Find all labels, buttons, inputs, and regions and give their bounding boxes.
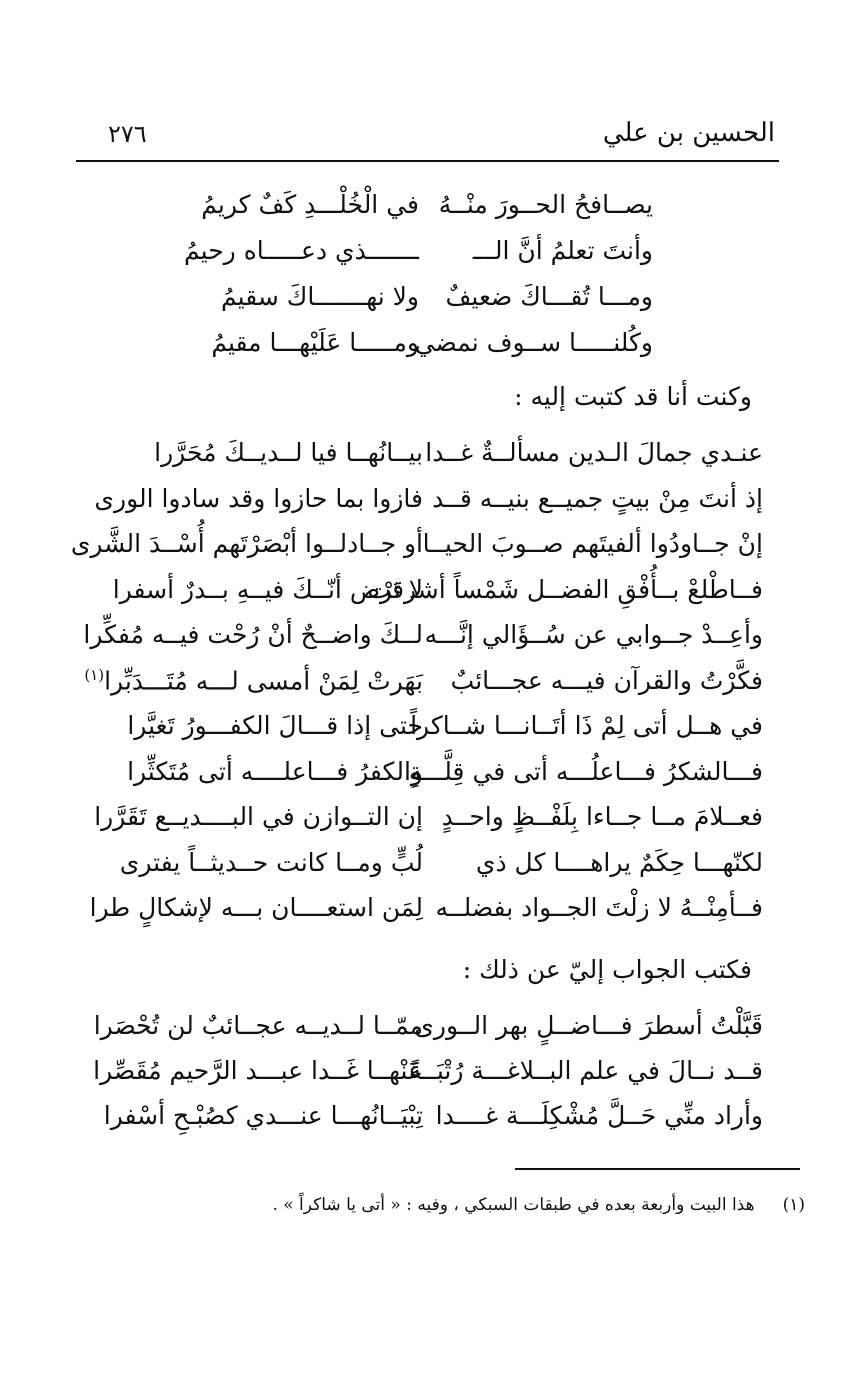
verse-first-hemistich: وأراد منِّي حَــلَّ مُشْكِلَـــة غــــدا — [435, 1101, 763, 1130]
hemistich-text: عَنْهــا غَــدا عبـــد الرَّحيم مُقَصِّرا — [93, 1056, 423, 1085]
verse-second-hemistich — [93, 574, 423, 604]
footnote-rule — [515, 1168, 800, 1170]
verse-second-hemistich — [179, 192, 419, 217]
hemistich-text: والكفرُ فـــاعلــــه أتى مُتَكثِّرا — [127, 756, 423, 786]
verse-second-hemistich — [93, 713, 423, 738]
verse-first-hemistich: فعــلامَ مــا جــاءا بِلَفْــظٍ واحــدٍ — [441, 802, 763, 831]
verse-first-hemistich: قــد نــالَ في علم البــلاغـــة رُتْبَــةً — [408, 1056, 763, 1085]
hemistich-text: ومـــــا عَلَيْهـــا مقيمُ — [211, 328, 419, 357]
hemistich-text: لِمَن استعــــان بـــه لإشكالٍ طرا — [89, 893, 423, 922]
header-rule — [76, 160, 779, 162]
footnote-number: (١) — [782, 1195, 805, 1215]
hemistich-text: ممّــا لــديــه عجــائبٌ لن تُحْصَرا — [93, 1011, 423, 1040]
hemistich-text: في الْخُلْـــدِ كَفٌ كريمُ — [201, 190, 419, 219]
verse-second-hemistich — [93, 483, 423, 513]
verse-first-hemistich: فـــالشكرُ فـــاعلُـــه أتى في قِلَّـــةٍ — [408, 756, 763, 786]
verse-first-hemistich: لكنّهـــا حِكَمٌ يراهــــا كل ذي — [475, 847, 763, 877]
hemistich-text: لــكَ واضــحٌ أنْ رُحْت فيــه مُفكِّرا — [83, 620, 423, 649]
verse-second-hemistich — [70, 529, 423, 558]
page-number: ٢٧٦ — [108, 120, 147, 148]
verse-first-hemistich: وأنتَ تعلمُ أنَّ الـــ — [472, 236, 653, 265]
footnote-text: هذا البيت وأربعة بعده في طبقات السبكي ، وفيه : « أتى يا شاكراً » . — [272, 1195, 755, 1215]
verse-first-hemistich: وأعِــدْ جــوابي عن سُــؤَالي إنَّـــه — [424, 620, 763, 649]
hemistich-text: فازوا بما حازوا وقد سادوا الورى — [94, 483, 423, 513]
hemistich-text: لا تَرْض أنّــكَ فيــهِ بــدرٌ أسفرا — [112, 574, 423, 604]
verse-second-hemistich — [93, 1103, 423, 1128]
hemistich-text: بيــانُهــا فيا لــديــكَ مُحَرَّرا — [154, 438, 423, 467]
verse-second-hemistich — [84, 665, 423, 695]
verse-second-hemistich — [93, 804, 423, 829]
running-header-title: الحسين بن علي — [602, 118, 775, 148]
verse-first-hemistich: إذ أنتَ مِنْ بيتٍ جميــع بنيــه قــد — [432, 483, 763, 513]
intro-line-1: وكنت أنا قد كتبت إليه : — [514, 382, 752, 411]
verse-second-hemistich — [93, 1058, 423, 1083]
verse-second-hemistich — [93, 756, 423, 786]
verse-first-hemistich: يصــافحُ الحــورَ منْــهُ — [438, 190, 653, 219]
hemistich-text: أو جــادلــوا أبْصَرْتَهم أُسْــدَ الشَّرى — [70, 529, 423, 558]
hemistich-text: لُبٍّ ومــا كانت حــديثــاً يفترى — [119, 847, 423, 877]
verse-second-hemistich — [83, 620, 423, 649]
hemistich-text: ـــــــذي دعـــــاه رحيمُ — [184, 236, 419, 265]
hemistich-text: ولا نهـــــــاكَ سقيمُ — [221, 282, 419, 311]
verse-second-hemistich — [179, 284, 419, 309]
hemistich-text: إن التــوازن في البــــديــع تَقَرَّرا — [94, 802, 423, 831]
verse-first-hemistich: فكَّرْتُ والقرآن فيـــه عجـــائبٌ — [450, 665, 763, 695]
verse-second-hemistich — [93, 1013, 423, 1038]
verse-second-hemistich — [93, 440, 423, 465]
verse-first-hemistich: في هــل أتى لِمْ ذَا أتَــانـــا شــاكراً — [410, 711, 763, 740]
verse-second-hemistich — [179, 238, 419, 263]
verse-first-hemistich: فــاطْلعْ بــأُفْقِ الفضــل شَمْساً أشرقت — [367, 574, 763, 604]
intro-line-2: فكتب الجواب إليّ عن ذلك : — [462, 955, 752, 984]
verse-first-hemistich: عنـدي جمالَ الـدين مسألــةٌ غــدا — [425, 438, 763, 467]
hemistich-text: بَهَرتْ لِمَنْ أمسى لـــه مُتَـــدَبِّرا — [104, 665, 423, 695]
verse-first-hemistich: ومـــا تُقـــاكَ ضعيفٌ — [445, 282, 653, 311]
verse-second-hemistich — [89, 893, 423, 922]
footnote — [272, 1195, 805, 1215]
verse-first-hemistich: إنْ جــاودُوا ألفيتَهم صــوبَ الحيــا — [422, 529, 763, 558]
footnote-marker: (١) — [84, 665, 105, 684]
verse-second-hemistich — [179, 330, 419, 355]
hemistich-text: تِبْيَــانُهـــا عنـــدي كصُبْـحِ أسْفرا — [103, 1101, 423, 1130]
verse-second-hemistich — [93, 847, 423, 877]
verse-first-hemistich: وكُلنـــــا ســوف نمضي — [414, 328, 653, 357]
verse-first-hemistich: قَبَّلْتُ أسطرَ فـــاضــلٍ بهر الــورى — [414, 1011, 763, 1040]
verse-first-hemistich: فــأمِنْــهُ لا زلْتَ الجــواد بفضلــه — [435, 893, 763, 922]
hemistich-text: حتى إذا قـــالَ الكفـــورُ تَغيَّرا — [127, 711, 423, 740]
